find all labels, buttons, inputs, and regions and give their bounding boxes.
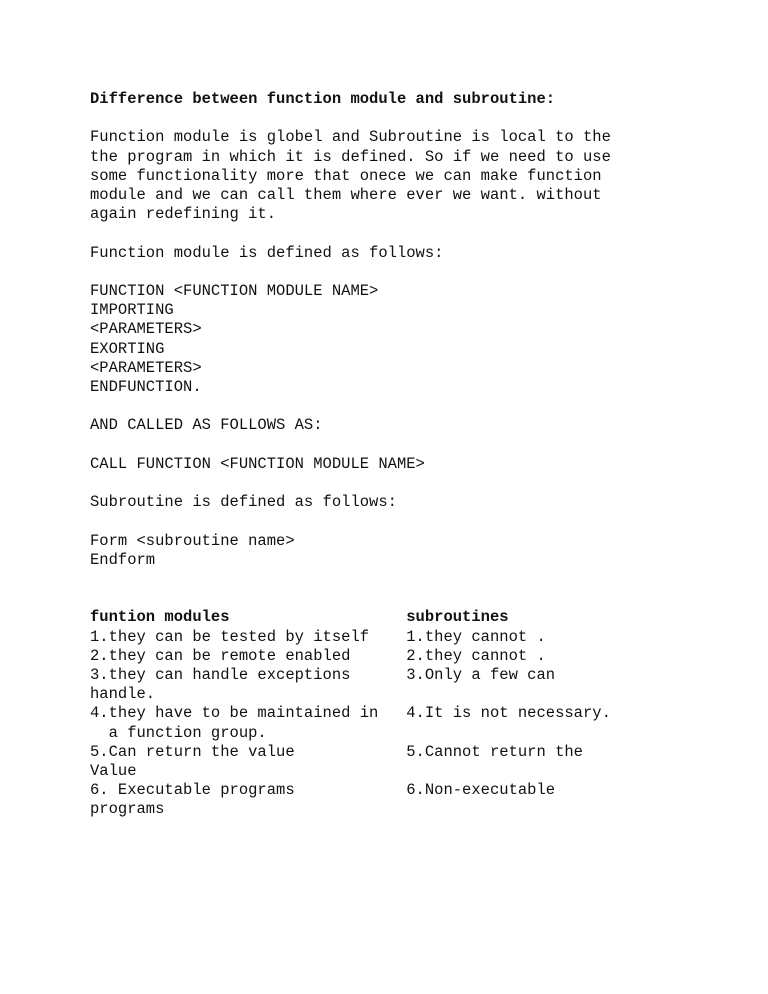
intro-line: again redefining it. (90, 205, 277, 224)
document-heading: Difference between function module and subroutine: (90, 90, 556, 108)
sub-defined-intro: Subroutine is defined as follows: (90, 493, 397, 512)
fm-defined-intro: Function module is defined as follows: (90, 243, 444, 262)
code-line: EXORTING (90, 339, 165, 358)
spacer (90, 109, 730, 128)
document-page (90, 90, 730, 820)
comparison-row: 4.they have to be maintained in 4.It is not necessary. (90, 704, 611, 723)
intro-line: Function module is globel and Subroutine is local to the (90, 128, 611, 147)
intro-line: the program in which it is defined. So if we need to use (90, 147, 611, 166)
comparison-row: 1.they can be tested by itself 1.they cannot . (90, 627, 546, 646)
called-intro: AND CALLED AS FOLLOWS AS: (90, 416, 323, 435)
intro-line: some functionality more that onece we can make function (90, 166, 602, 185)
comparison-table (90, 628, 730, 820)
spacer (90, 263, 730, 282)
spacer (90, 570, 730, 589)
spacer (90, 512, 730, 531)
fm-definition-code (90, 282, 730, 397)
spacer (90, 436, 730, 455)
comparison-header: funtion modules subroutines (90, 608, 509, 627)
code-line: <PARAMETERS> (90, 320, 202, 339)
comparison-row: a function group. (90, 723, 267, 742)
code-line: Form <subroutine name> (90, 531, 295, 550)
call-function-line: CALL FUNCTION <FUNCTION MODULE NAME> (90, 454, 425, 473)
code-line: IMPORTING (90, 301, 174, 320)
comparison-row: 2.they can be remote enabled 2.they cannot . (90, 646, 546, 665)
intro-paragraph (90, 128, 730, 224)
sub-definition-code (90, 532, 730, 570)
code-line: Endform (90, 550, 156, 569)
spacer (90, 474, 730, 493)
comparison-row: 6. Executable programs 6.Non-executable (90, 781, 556, 800)
code-line: <PARAMETERS> (90, 358, 202, 377)
comparison-row: 3.they can handle exceptions 3.Only a few can (90, 665, 556, 684)
comparison-row: Value (90, 761, 137, 780)
spacer (90, 397, 730, 416)
code-line: ENDFUNCTION. (90, 378, 202, 396)
comparison-row: 5.Can return the value 5.Cannot return the (90, 742, 583, 761)
comparison-row: programs (90, 800, 165, 819)
intro-line: module and we can call them where ever we want. without (90, 186, 602, 204)
code-line: FUNCTION <FUNCTION MODULE NAME> (90, 281, 379, 300)
comparison-row: handle. (90, 685, 156, 704)
spacer (90, 589, 730, 608)
spacer (90, 224, 730, 243)
